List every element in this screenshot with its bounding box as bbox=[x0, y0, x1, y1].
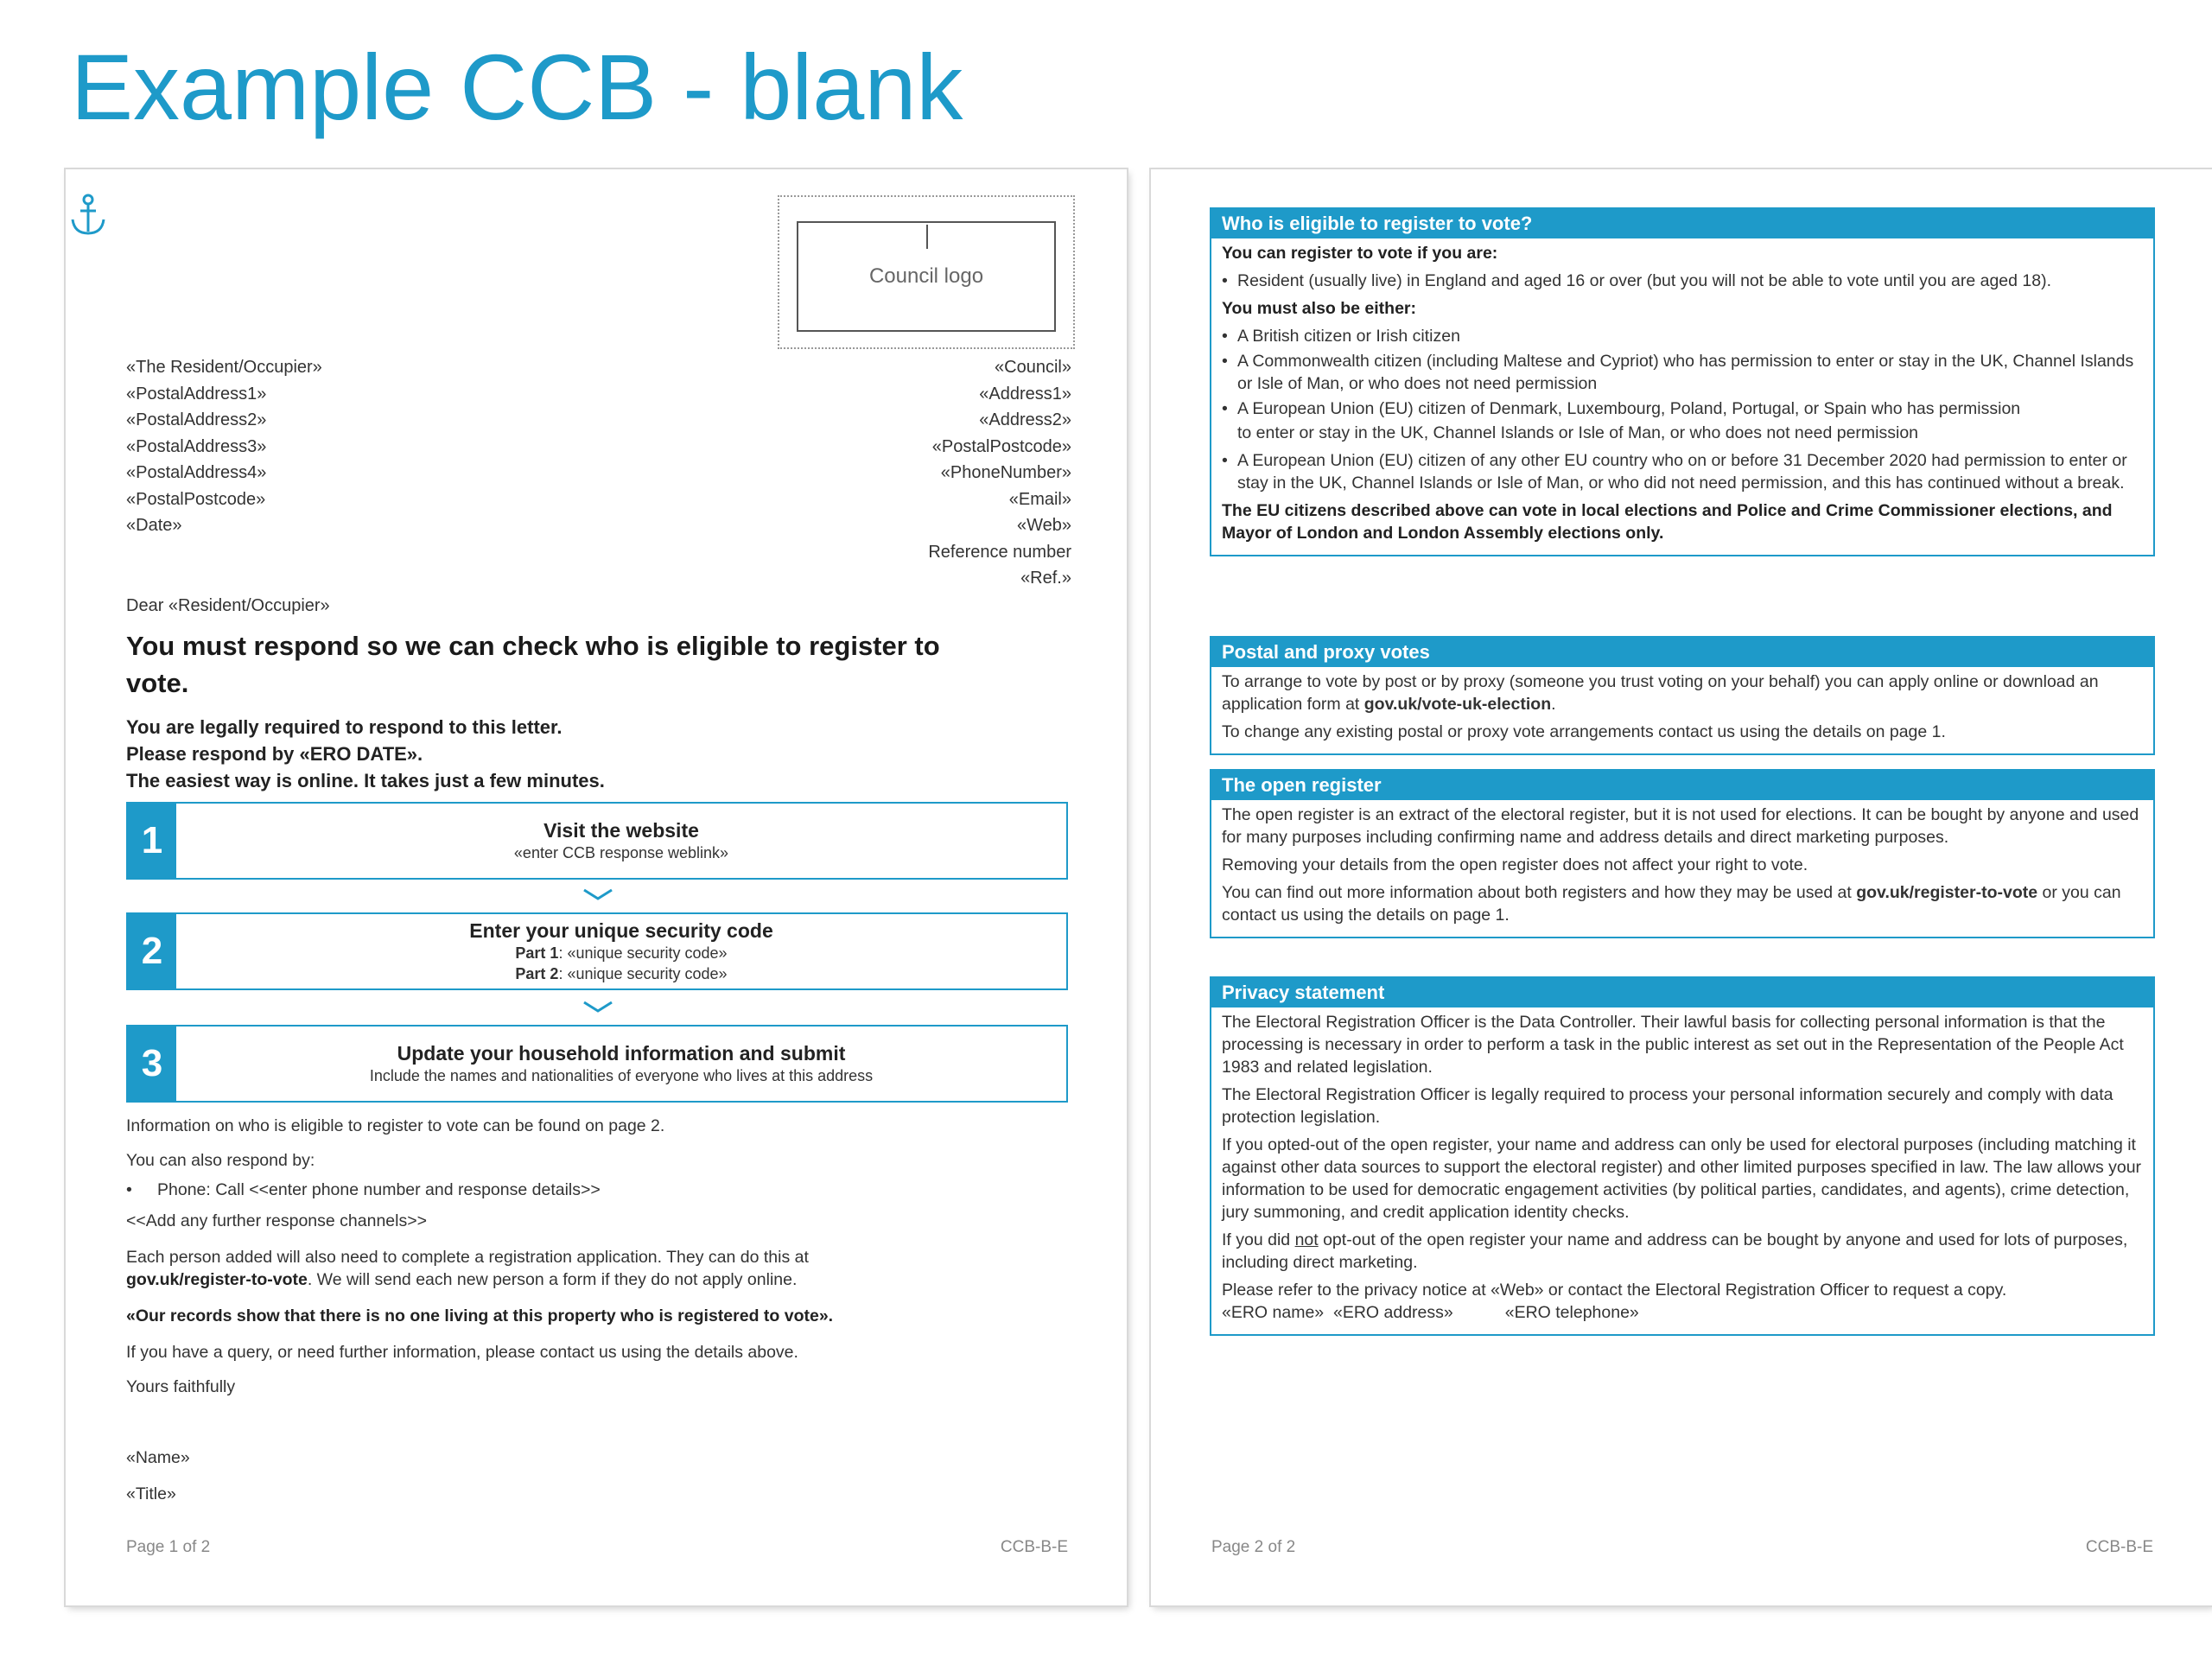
ero-name: «ERO name» bbox=[1222, 1303, 1325, 1322]
address-line: «PostalPostcode» bbox=[126, 489, 266, 509]
step-title: Enter your unique security code bbox=[469, 919, 773, 942]
form-code: CCB-B-E bbox=[2085, 1538, 2153, 1556]
intro-line: Please respond by «ERO DATE». bbox=[126, 743, 423, 765]
section-heading: Postal and proxy votes bbox=[1211, 638, 2153, 667]
address-line: «PostalAddress2» bbox=[126, 410, 267, 429]
logo-frame[interactable] bbox=[778, 195, 1075, 349]
section-text: Removing your details from the open register does not affect your right to vote. bbox=[1222, 855, 1808, 874]
section-text: If you did not opt-out of the open register your name and address can be bought by anyone and used for lots of purposes, including direct marketing. bbox=[1222, 1230, 2128, 1272]
council-logo-placeholder bbox=[797, 221, 1056, 332]
eligibility-section bbox=[1210, 207, 2155, 556]
address-line: «PostalAddress1» bbox=[126, 384, 267, 404]
further-channels: <<Add any further response channels>> bbox=[126, 1211, 427, 1230]
letter-page-2 bbox=[1151, 169, 2212, 1605]
council-line: «PhoneNumber» bbox=[940, 463, 1071, 482]
reference-field: «Ref.» bbox=[1020, 569, 1071, 588]
list-item: • Resident (usually live) in England and aged 16 or over (but you will not be able to vote until you are aged 18). bbox=[1222, 270, 2143, 292]
privacy-section bbox=[1210, 976, 2155, 1336]
recipient-address bbox=[126, 354, 322, 539]
respond-by-label: You can also respond by: bbox=[126, 1151, 315, 1170]
query-statement: If you have a query, or need further information, please contact us using the details above. bbox=[126, 1343, 798, 1362]
section-heading: The open register bbox=[1211, 771, 2153, 800]
council-line: «Address2» bbox=[979, 410, 1071, 429]
section-text: If you opted-out of the open register, your name and address can only be used for electoral purposes (including matching it against other data sources to support the electoral register) and other limited purposes specified in law. The law allows your information to be used for democratic engagement activities (by political parties, candidates, and agents), crime detection, jury summoning, and credit application identity checks. bbox=[1222, 1135, 2142, 1222]
step-title: Update your household information and submit bbox=[397, 1042, 846, 1065]
greeting: Dear «Resident/Occupier» bbox=[126, 596, 330, 615]
letter-headline: You must respond so we can check who is eligible to register to vote. bbox=[126, 631, 940, 698]
council-line: «PostalPostcode» bbox=[931, 436, 1071, 456]
eligibility-info: Information on who is eligible to register to vote can be found on page 2. bbox=[126, 1116, 665, 1135]
step-number: 3 bbox=[128, 1027, 176, 1101]
step-number: 1 bbox=[128, 804, 176, 878]
records-statement: «Our records show that there is no one living at this property who is registered to vote». bbox=[126, 1306, 834, 1325]
step-detail: Include the names and nationalities of everyone who lives at this address bbox=[369, 1067, 874, 1084]
council-line: «Council» bbox=[995, 358, 1071, 377]
section-text: To change any existing postal or proxy vote arrangements contact us using the details on page 1. bbox=[1222, 722, 1946, 741]
intro-line: You are legally required to respond to this letter. bbox=[126, 716, 563, 738]
chevron-down-icon bbox=[581, 887, 615, 902]
page-number: Page 1 of 2 bbox=[126, 1538, 211, 1556]
council-line: «Address1» bbox=[979, 384, 1071, 404]
section-text: You can register to vote if you are: bbox=[1222, 244, 1498, 263]
step-1 bbox=[126, 802, 1068, 880]
council-logo-label: Council logo bbox=[868, 264, 984, 288]
eu-note: The EU citizens described above can vote in local elections and Police and Crime Commissioner elections, and Mayor of London and London Assembly elections only. bbox=[1222, 501, 2113, 543]
council-address bbox=[928, 354, 1071, 592]
step-title: Visit the website bbox=[543, 819, 699, 842]
register-link[interactable]: gov.uk/register-to-vote bbox=[126, 1270, 308, 1289]
section-heading: Who is eligible to register to vote? bbox=[1211, 209, 2153, 238]
form-code: CCB-B-E bbox=[1000, 1538, 1068, 1556]
section-text: to enter or stay in the UK, Channel Islands or Isle of Man, or who does not need permission bbox=[1237, 423, 1919, 442]
section-heading: Privacy statement bbox=[1211, 978, 2153, 1007]
step-2 bbox=[126, 912, 1068, 990]
slide-title: Example CCB - blank bbox=[71, 35, 963, 139]
section-text: You must also be either: bbox=[1222, 299, 1417, 318]
section-text: The open register is an extract of the electoral register, but it is not used for elections. It can be bought by anyone and used for many purposes including confirming name and address details and direct marketing purposes. bbox=[1222, 805, 2139, 847]
council-line: «Web» bbox=[1016, 516, 1071, 535]
anchor-icon bbox=[69, 194, 107, 238]
ero-telephone: «ERO telephone» bbox=[1504, 1303, 1639, 1322]
intro-block bbox=[126, 714, 605, 794]
address-line: «The Resident/Occupier» bbox=[126, 358, 322, 377]
signatory-name: «Name» bbox=[126, 1448, 190, 1467]
ero-address: «ERO address» bbox=[1333, 1303, 1453, 1322]
postal-proxy-section bbox=[1210, 636, 2155, 755]
address-line: «PostalAddress3» bbox=[126, 436, 267, 456]
security-code-part-2: Part 2: «unique security code» bbox=[515, 965, 728, 982]
list-item: • A European Union (EU) citizen of any other EU country who on or before 31 December 2020 had permission to enter or stay in the UK, Channel Islands or Isle of Man, or who did not need permission, and this has continued without a break. bbox=[1222, 449, 2143, 494]
vote-link[interactable]: gov.uk/vote-uk-election bbox=[1363, 695, 1552, 714]
text-cursor bbox=[926, 225, 928, 249]
section-text: You can find out more information about both registers and how they may be used at gov.uk/register-to-vote or you can contact us using the details on page 1. bbox=[1222, 883, 2121, 925]
section-text: Please refer to the privacy notice at «Web» or contact the Electoral Registration Officer to request a copy. bbox=[1222, 1281, 2007, 1300]
section-text: The Electoral Registration Officer is the Data Controller. Their lawful basis for collecting personal information is that the processing is necessary in order to perform a task in the public interest as set out in the Representation of the People Act 1983 and related legislation. bbox=[1222, 1013, 2124, 1077]
phone-bullet: • Phone: Call <<enter phone number and response details>> bbox=[126, 1180, 601, 1199]
page-number: Page 2 of 2 bbox=[1211, 1538, 1296, 1556]
reference-label: Reference number bbox=[928, 542, 1071, 562]
ero-details bbox=[1222, 1301, 2143, 1324]
intro-line: The easiest way is online. It takes just a few minutes. bbox=[126, 770, 605, 791]
chevron-down-icon bbox=[581, 999, 615, 1014]
security-code-part-1: Part 1: «unique security code» bbox=[515, 944, 728, 962]
step-detail: «enter CCB response weblink» bbox=[513, 844, 729, 861]
list-item: • A Commonwealth citizen (including Maltese and Cypriot) who has permission to enter or stay in the UK, Channel Islands or Isle of Man, or who does not need permission bbox=[1222, 350, 2143, 395]
open-register-section bbox=[1210, 769, 2155, 938]
letter-page-1 bbox=[66, 169, 1127, 1605]
council-line: «Email» bbox=[1008, 489, 1071, 509]
step-number: 2 bbox=[128, 914, 176, 988]
register-link[interactable]: gov.uk/register-to-vote bbox=[1856, 883, 2038, 902]
list-item: • A British citizen or Irish citizen bbox=[1222, 325, 2143, 347]
signatory-title: «Title» bbox=[126, 1484, 176, 1503]
section-text: To arrange to vote by post or by proxy (someone you trust voting on your behalf) you can apply online or download an application form at gov.uk/vote-uk-election. bbox=[1222, 672, 2099, 714]
address-line: «PostalAddress4» bbox=[126, 463, 267, 482]
each-person-paragraph: Each person added will also need to complete a registration application. They can do this at gov.uk/register-to-vote. We will send each new person a form if they do not apply online. bbox=[126, 1248, 809, 1289]
step-3 bbox=[126, 1025, 1068, 1103]
section-text: The Electoral Registration Officer is legally required to process your personal information securely and comply with data protection legislation. bbox=[1222, 1085, 2113, 1127]
signoff: Yours faithfully bbox=[126, 1377, 236, 1396]
date-field: «Date» bbox=[126, 516, 182, 535]
list-item: • A European Union (EU) citizen of Denmark, Luxembourg, Poland, Portugal, or Spain who has permission bbox=[1222, 397, 2143, 420]
